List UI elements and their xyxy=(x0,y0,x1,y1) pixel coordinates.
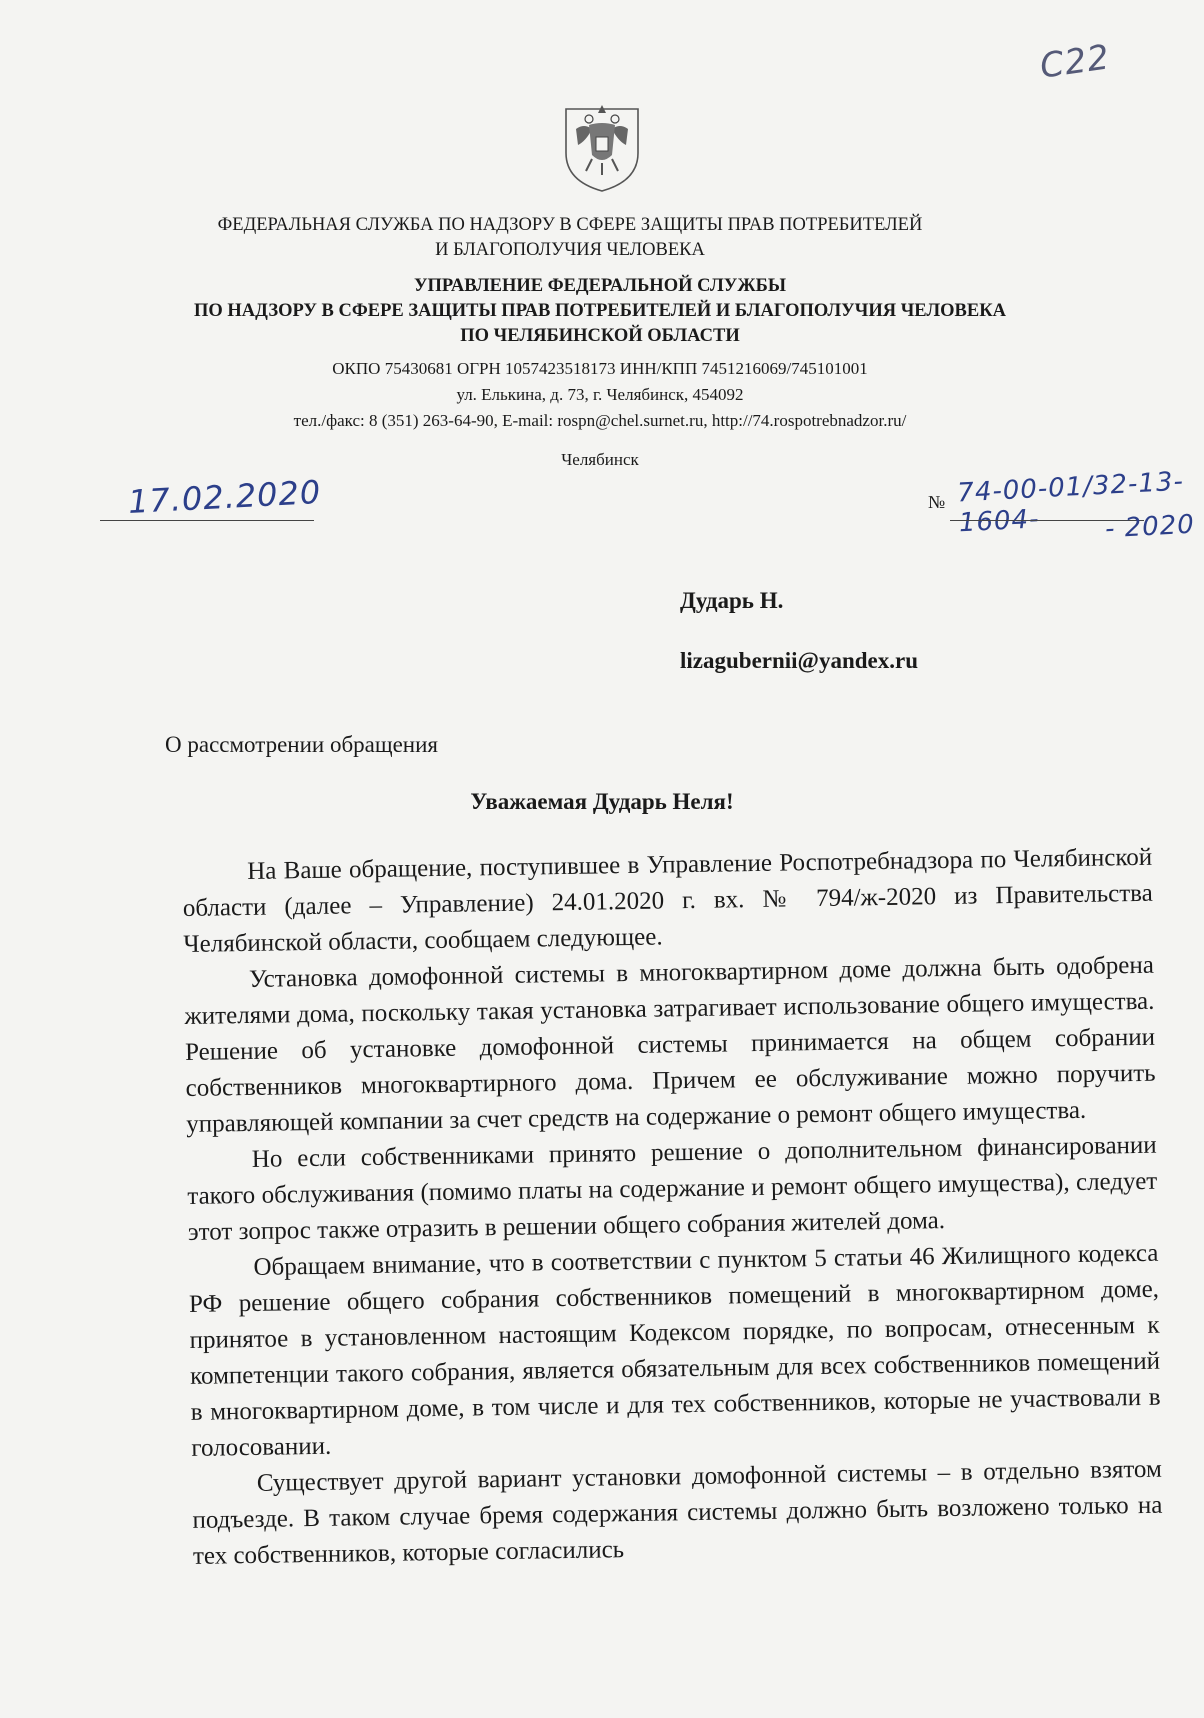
letter-subject: О рассмотрении обращения xyxy=(165,732,438,757)
postal-address: ул. Елькина, д. 73, г. Челябинск, 454092 xyxy=(456,385,744,404)
handwritten-reference-number-year: - 2020 xyxy=(1104,509,1196,545)
department-name-line-2: ПО НАДЗОРУ В СФЕРЕ ЗАЩИТЫ ПРАВ ПОТРЕБИТЕЛЕЙ И БЛАГОПОЛУЧИЯ ЧЕЛОВЕКА xyxy=(193,301,1007,321)
body-paragraph: Существует другой вариант установки домофонной системы – в отдельно взятом подъезде. В таком случае бремя содержания системы должно быть возложено только на тех собственников, которые согласились xyxy=(192,1455,1163,1570)
department-name-line-1: УПРАВЛЕНИЕ ФЕДЕРАЛЬНОЙ СЛУЖБЫ xyxy=(413,276,787,296)
body-paragraph: Установка домофонной системы в многоквартирном доме должна быть одобрена жителями дома, поскольку такая установка затрагивает использование общего имущества. Решение об установке домофонной системы принимается на общем собрании собственников многоквартирного дома. Причем ее обслуживание можно поручить управляющей компании за счет средств на содержание о ремонт общего имущества. xyxy=(184,951,1156,1138)
handwritten-note: С22 xyxy=(1037,37,1113,87)
recipient-email: lizagubernii@yandex.ru xyxy=(680,648,918,673)
body-paragraph: На Ваше обращение, поступившее в Управление Роспотребнадзора по Челябинской области (далее – Управление) 24.01.2020 г. вх. № 794/ж-2020 из Правительства Челябинской области, сообщаем следующее. xyxy=(182,843,1153,958)
city-name: Челябинск xyxy=(561,450,639,469)
letter-body xyxy=(182,840,1163,1575)
salutation: Уважаемая Дударь Неля! xyxy=(470,789,734,814)
handwritten-date: 17.02.2020 xyxy=(127,472,323,522)
agency-name-line-1: ФЕДЕРАЛЬНАЯ СЛУЖБА ПО НАДЗОРУ В СФЕРЕ ЗАЩИТЫ ПРАВ ПОТРЕБИТЕЛЕЙ xyxy=(217,215,923,235)
recipient-name: Дударь Н. xyxy=(680,588,784,613)
contact-details: тел./факс: 8 (351) 263-64-90, E-mail: rospn@chel.surnet.ru, http://74.rospotrebnadzor.ru/ xyxy=(293,411,907,430)
agency-name-line-2: И БЛАГОПОЛУЧИЯ ЧЕЛОВЕКА xyxy=(435,240,705,260)
handwritten-reference-number: 74-00-01/32-13-1604- xyxy=(956,466,1185,539)
department-name-line-3: ПО ЧЕЛЯБИНСКОЙ ОБЛАСТИ xyxy=(460,326,740,346)
coat-of-arms-emblem-icon xyxy=(556,95,648,195)
number-label: № xyxy=(928,492,946,512)
registration-codes: ОКПО 75430681 ОГРН 1057423518173 ИНН/КПП 7451216069/745101001 xyxy=(332,359,868,378)
body-paragraph: Но если собственниками принято решение о дополнительном финансировании такого обслуживания (помимо платы на содержание и ремонт общего имущества), следует этот зопрос также отразить в решении общего собрания жителей дома. xyxy=(187,1131,1158,1246)
body-paragraph: Обращаем внимание, что в соответствии с пунктом 5 статьи 46 Жилищного кодекса РФ решение общего собрания собственников помещений в многоквартирном доме, принятое в установленном настоящим Кодексом порядке, по вопросам, отнесенным к компетенции такого собрания, является обязательным для всех собственников помещений в многоквартирном доме, в том числе и для тех собственников, которые не участвовали в голосовании. xyxy=(188,1239,1161,1462)
